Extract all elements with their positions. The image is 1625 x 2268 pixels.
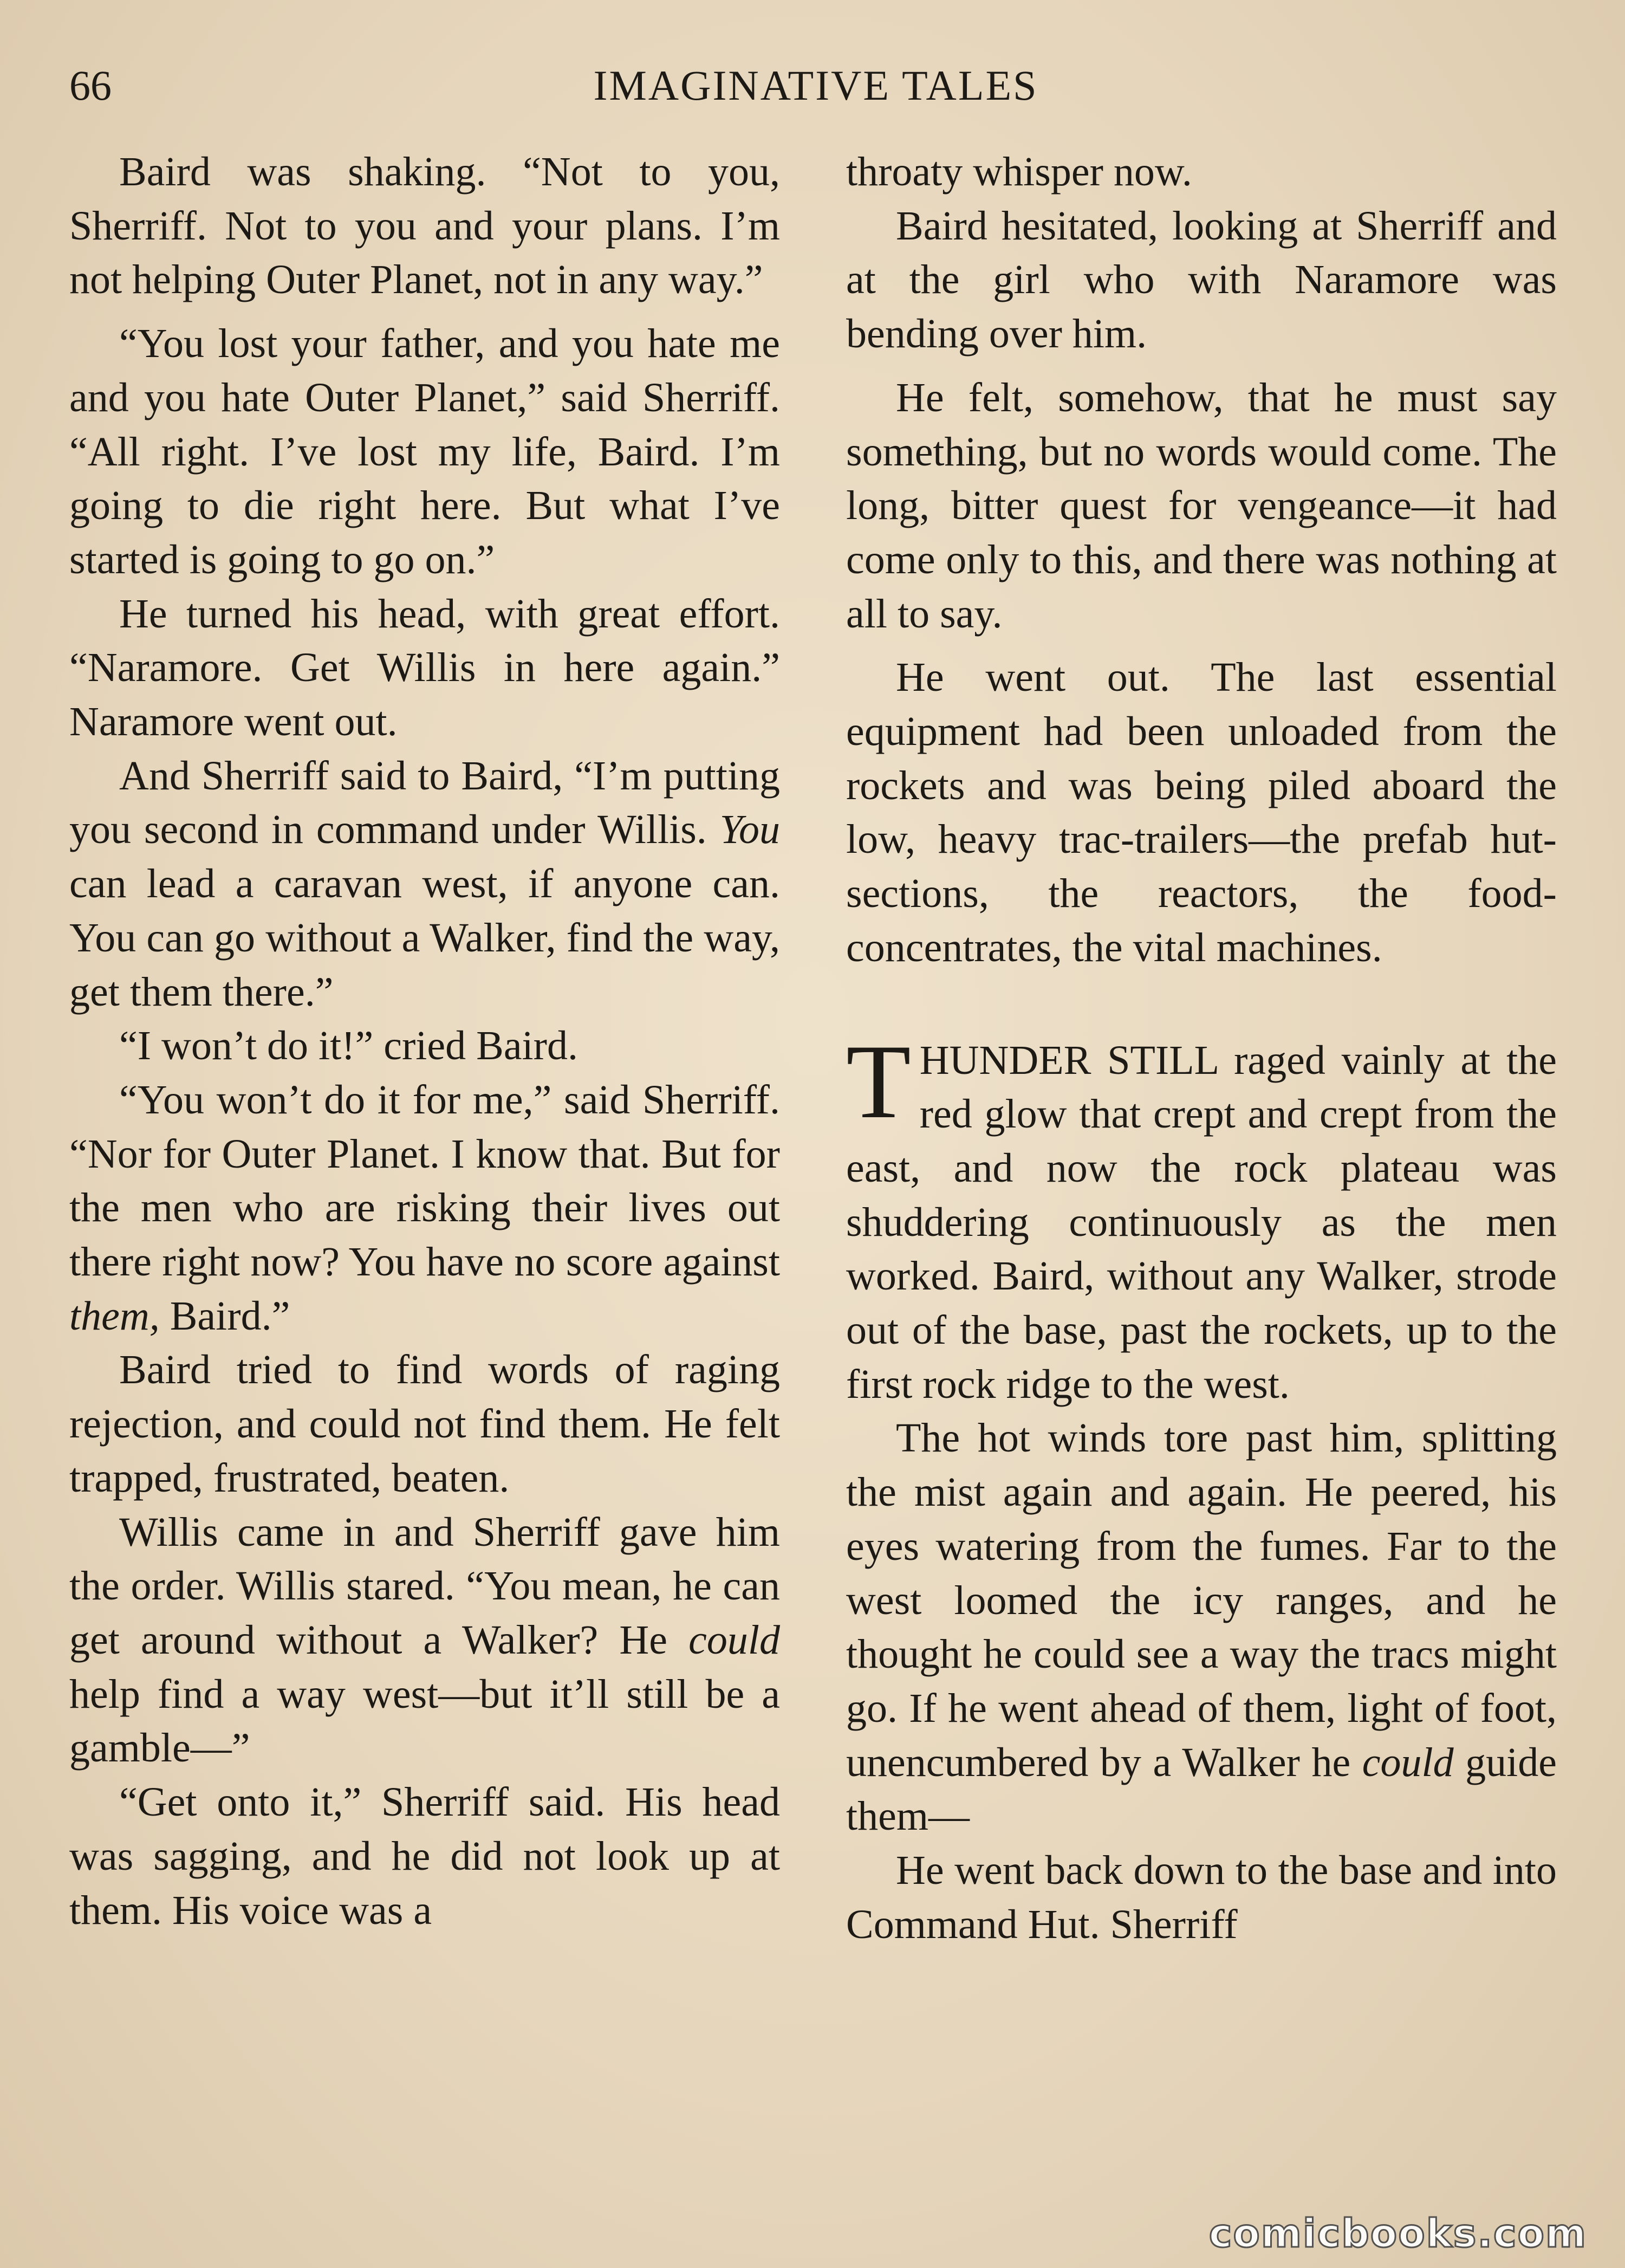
running-title: IMAGINATIVE TALES (593, 62, 1038, 109)
page-number: 66 (69, 62, 112, 109)
paragraph: Baird hesitated, looking at Sherriff and at the girl who with Naramore was bending over him. (846, 203, 1557, 357)
paragraph: “You won’t do it for me,” said Sherriff. “Nor for Outer Planet. I know that. But for the men who are risking their lives out there right now? You have no score against them, Baird.” (69, 1077, 780, 1339)
emphasis: You (719, 807, 780, 853)
emphasis: could (688, 1617, 780, 1663)
paragraph: Baird was shaking. “Not to you, Sherriff. Not to you and your plans. I’m not helping Outer Planet, not in any way.” (69, 149, 780, 303)
paragraph: Willis came in and Sherriff gave him the order. Willis stared. “You mean, he can get around without a Walker? He could help find a way west—but it’ll still be a gamble—” (69, 1509, 780, 1771)
watermark-logo: comicbooks.com (1208, 2211, 1587, 2256)
page-header (69, 59, 1562, 113)
emphasis: them, (69, 1293, 160, 1339)
paragraph: Baird tried to find words of raging rejection, and could not find them. He felt trapped, frustrated, beaten. (69, 1347, 780, 1501)
paragraph: And Sherriff said to Baird, “I’m putting you second in command under Willis. You can lead a caravan west, if anyone can. You can go without a Walker, find the way, get them there.” (69, 753, 780, 1015)
paragraph: “You lost your father, and you hate me and you hate Outer Planet,” said Sherriff. “All right. I’ve lost my life, Baird. I’m going to die right here. But what I’ve started is going to go on.” (69, 321, 780, 582)
left-column (69, 145, 780, 1937)
paragraph: “Get onto it,” Sherriff said. His head was sagging, and he did not look up at them. His voice was a (69, 1779, 780, 1933)
paragraph: “I won’t do it!” cried Baird. (119, 1023, 578, 1069)
emphasis: could (1362, 1739, 1454, 1785)
lead-in: HUNDER STILL (919, 1037, 1218, 1083)
right-column (846, 145, 1557, 1952)
paragraph: He went back down to the base and into Command Hut. Sherriff (846, 1848, 1557, 1947)
paragraph: throaty whisper now. (846, 149, 1192, 195)
drop-cap: T (846, 1022, 911, 1141)
paragraph: THUNDER STILL raged vainly at the red glow that crept and crept from the east, and now the rock plateau was shuddering continuously as the men worked. Baird, without any Walker, strode out of the base, past the rockets, up to the first rock ridge to the west. (846, 1022, 1557, 1407)
section-break (846, 975, 1557, 1034)
paragraph: He felt, somehow, that he must say something, but no words would come. The long, bitter quest for vengeance—it had come only to this, and there was nothing at all to say. (846, 374, 1557, 637)
paragraph: The hot winds tore past him, splitting the mist again and again. He peered, his eyes watering from the fumes. Far to the west loomed the icy ranges, and he thought he could see a way the tracs might go. If he went ahead of them, light of foot, unencumbered by a Walker he could guide them— (846, 1415, 1557, 1839)
paragraph: He turned his head, with great effort. “Naramore. Get Willis in here again.” Naramore went out. (69, 591, 780, 745)
paragraph: He went out. The last essential equipment had been unloaded from the rockets and was being piled aboard the low, heavy trac-trailers—the prefab hut-sections, the reactors, the food-concentrates, the vital machines. (846, 655, 1557, 970)
